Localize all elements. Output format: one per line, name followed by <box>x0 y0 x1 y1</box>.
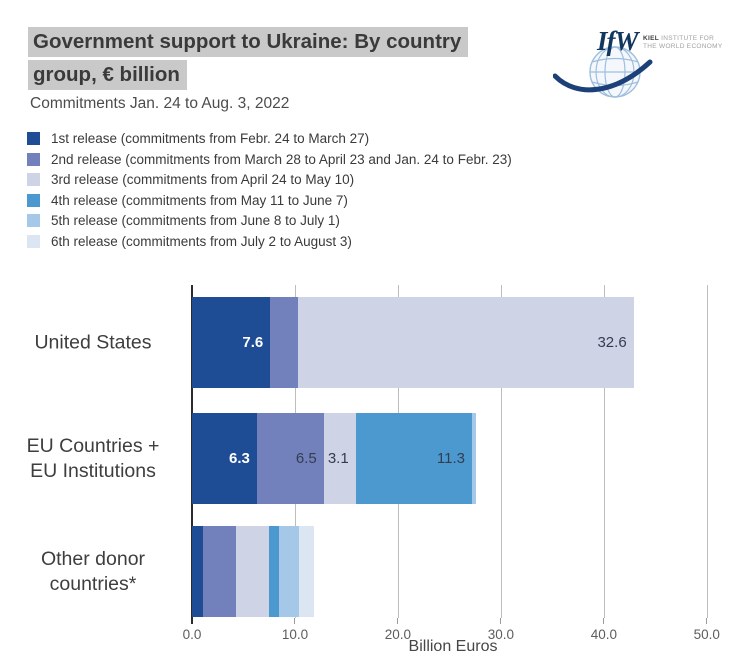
legend-swatch <box>27 235 40 248</box>
bar-segment <box>472 413 476 504</box>
x-tick-label: 30.0 <box>487 627 515 642</box>
title-line-2: group, € billion <box>28 60 187 90</box>
x-tick-label: 10.0 <box>281 627 309 642</box>
legend-label: 6th release (commitments from July 2 to August 3) <box>51 233 352 249</box>
bar-segment <box>236 526 269 617</box>
legend-swatch <box>27 132 40 145</box>
legend-label: 3rd release (commitments from April 24 to May 10) <box>51 172 355 187</box>
legend <box>27 131 512 254</box>
chart-subtitle: Commitments Jan. 24 to Aug. 3, 2022 <box>30 95 290 112</box>
x-tick <box>294 618 295 624</box>
bar-segment-label: 32.6 <box>597 334 627 351</box>
gridline <box>707 285 708 618</box>
x-tick <box>191 618 193 624</box>
title-line-1: Government support to Ukraine: By country <box>28 27 468 57</box>
bar-segment-label: 6.5 <box>295 450 317 467</box>
bar-segment <box>356 413 472 504</box>
bar-segment <box>270 297 298 388</box>
bar-segment <box>257 413 324 504</box>
legend-item <box>27 152 512 167</box>
legend-label: 2nd release (commitments from March 28 to April 23 and Jan. 24 to Febr. 23) <box>51 151 512 167</box>
bar-segment <box>192 297 270 388</box>
legend-label: 1st release (commitments from Febr. 24 to March 27) <box>51 131 370 146</box>
bar-segment-label: 11.3 <box>436 450 466 467</box>
x-tick <box>603 618 604 624</box>
plot-area <box>182 285 720 642</box>
logo-abbr: IfW <box>597 26 638 56</box>
x-tick-label: 50.0 <box>693 627 720 642</box>
bar-segment <box>279 526 299 617</box>
bar-segment <box>299 526 314 617</box>
legend-swatch <box>27 153 40 166</box>
page-title <box>28 27 468 93</box>
x-tick-label: 20.0 <box>384 627 412 642</box>
logo-caption-line2: THE WORLD ECONOMY <box>643 43 723 50</box>
bar-segment <box>192 526 203 617</box>
legend-swatch <box>27 214 40 227</box>
legend-item <box>27 193 512 208</box>
category-label: United States <box>34 331 152 353</box>
legend-item <box>27 131 512 146</box>
category-label: Other donor countries* <box>40 547 146 595</box>
legend-label: 5th release (commitments from June 8 to July 1) <box>51 213 340 228</box>
category-labels <box>8 285 178 618</box>
bar-segment-label: 6.3 <box>229 450 250 467</box>
bar-row <box>192 526 314 617</box>
x-axis-title: Billion Euros <box>408 638 498 655</box>
legend-swatch <box>27 194 40 207</box>
bar-segment <box>298 297 634 388</box>
bar-segment <box>324 413 356 504</box>
legend-item <box>27 234 512 249</box>
bar-row <box>192 297 634 388</box>
x-tick-label: 40.0 <box>590 627 617 642</box>
x-tick <box>397 618 398 624</box>
logo-caption-line1: INSTITUTE FOR <box>659 35 715 42</box>
legend-item <box>27 172 512 187</box>
category-label: EU Countries + EU Institutions <box>26 434 160 482</box>
x-tick-label: 0.0 <box>182 627 202 642</box>
logo-caption <box>643 35 723 51</box>
logo-caption-bold: KIEL <box>643 35 660 42</box>
x-tick <box>500 618 501 624</box>
legend-item <box>27 213 512 228</box>
bar-segment <box>269 526 279 617</box>
ifw-logo <box>553 26 739 100</box>
bar-segment-label: 7.6 <box>242 334 264 351</box>
bar-segment <box>203 526 236 617</box>
bar-segment-label: 3.1 <box>327 450 349 467</box>
legend-swatch <box>27 173 40 186</box>
x-tick <box>706 618 707 624</box>
bar-segment <box>192 413 257 504</box>
bar-row <box>192 413 476 504</box>
legend-label: 4th release (commitments from May 11 to June 7) <box>51 192 348 208</box>
